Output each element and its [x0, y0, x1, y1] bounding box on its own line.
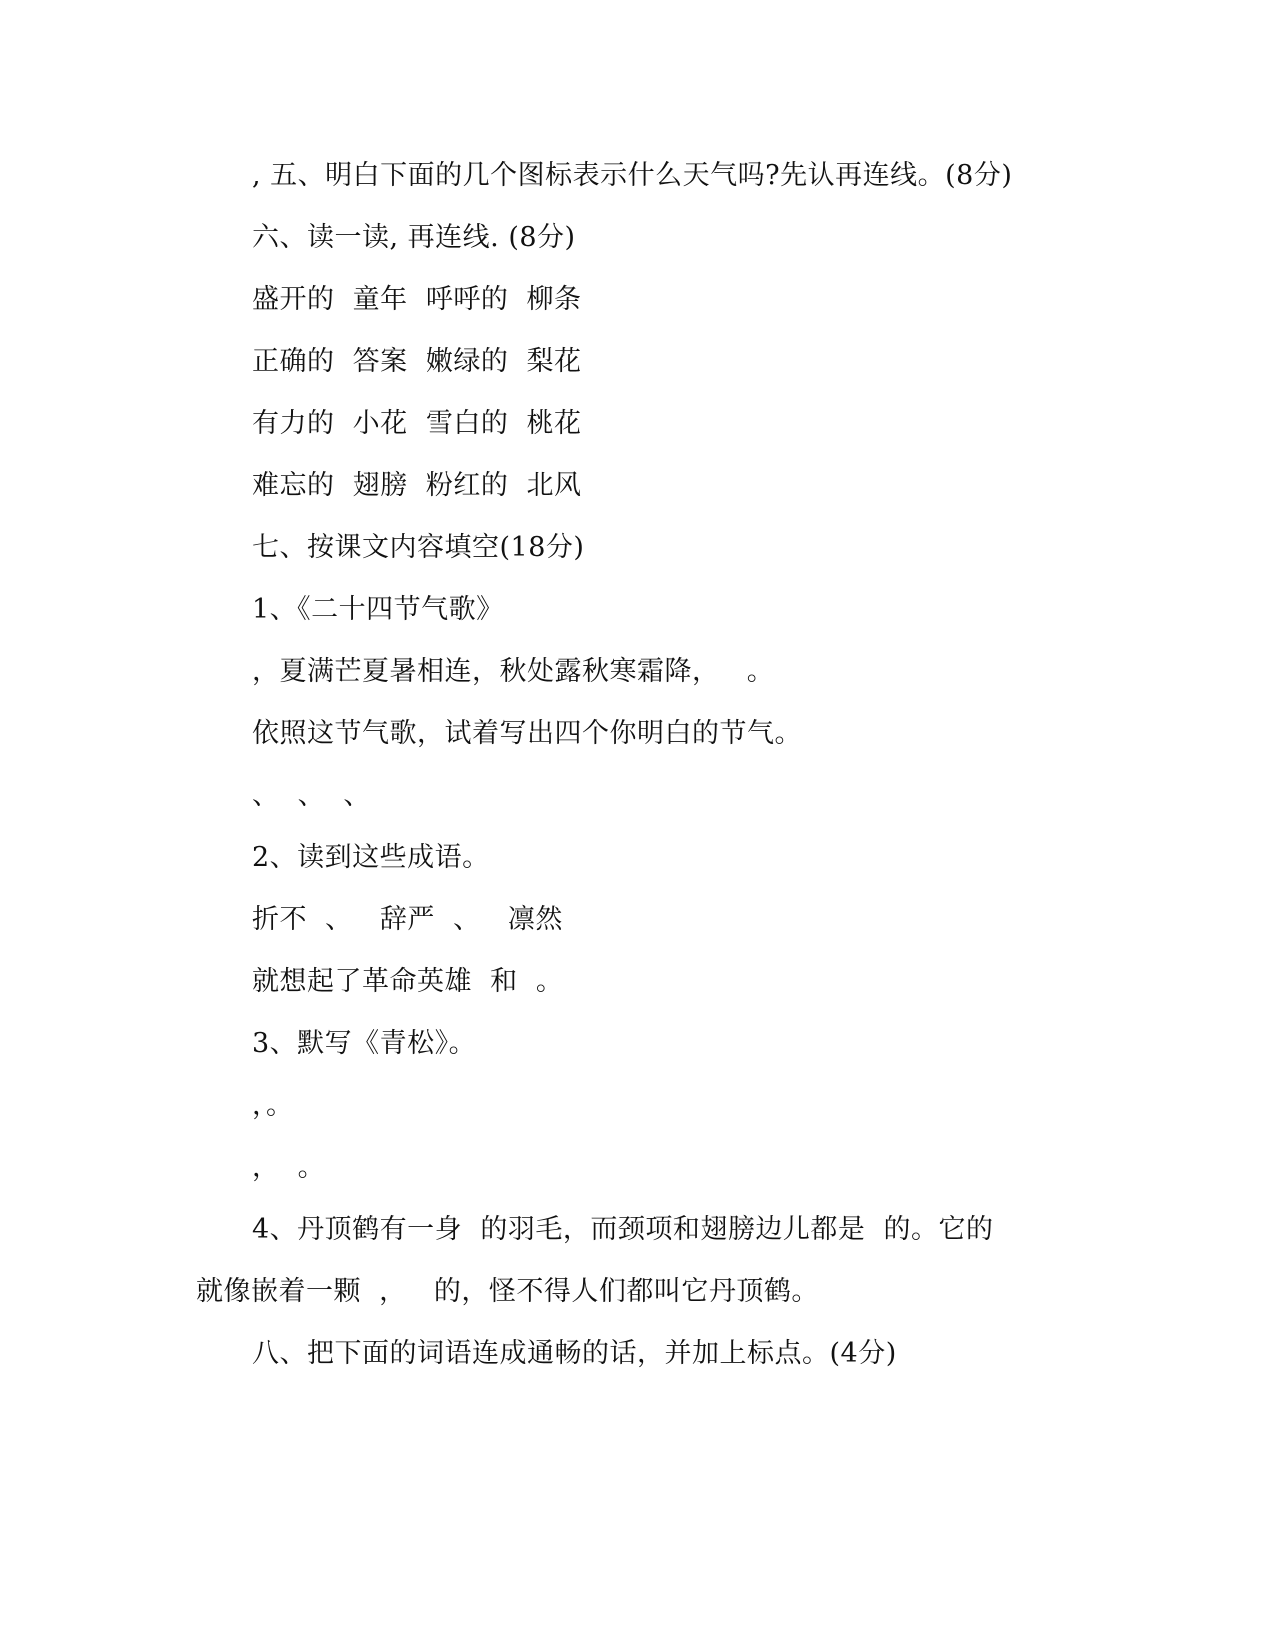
word-match-row-1: 盛开的 童年 呼呼的 柳条: [252, 284, 582, 315]
question-8-heading: 八、把下面的词语连成通畅的话，并加上标点。(4分): [252, 1338, 897, 1369]
q7-item-2-idioms: 折不 、 辞严 、 凛然: [252, 904, 563, 935]
q7-item-2-title: 2、读到这些成语。: [252, 842, 490, 873]
q7-item-1-instruction: 依照这节气歌，试着写出四个你明白的节气。: [252, 718, 802, 749]
question-7-heading: 七、按课文内容填空(18分): [252, 532, 585, 563]
word-match-row-4: 难忘的 翅膀 粉红的 北风: [252, 470, 582, 501]
q7-item-3-blank-line-1: ，。: [252, 1090, 294, 1121]
q7-item-2-sentence: 就想起了革命英雄 和 。: [252, 966, 564, 997]
word-match-row-2: 正确的 答案 嫩绿的 梨花: [252, 346, 582, 377]
question-5-heading: , 五、明白下面的几个图标表示什么天气吗?先认再连线。(8分): [252, 160, 1013, 191]
q7-item-3-blank-line-2: ， 。: [252, 1152, 326, 1183]
q7-item-3-title: 3、默写《青松》。: [252, 1028, 477, 1059]
q7-item-1-title: 1、《二十四节气歌》: [252, 594, 504, 625]
q7-item-4-line-2: 就像嵌着一颗 ， 的，怪不得人们都叫它丹顶鹤。: [196, 1276, 819, 1307]
q7-item-1-song-line: ，夏满芒夏暑相连，秋处露秋寒霜降， 。: [252, 656, 775, 687]
q7-item-4-line-1: 4、丹顶鹤有一身 的羽毛，而颈项和翅膀边儿都是 的。它的: [252, 1214, 994, 1245]
q7-item-1-blanks: 、 、 、: [252, 780, 371, 811]
question-6-heading: 六、读一读, 再连线. (8分): [252, 222, 576, 253]
word-match-row-3: 有力的 小花 雪白的 桃花: [252, 408, 582, 439]
